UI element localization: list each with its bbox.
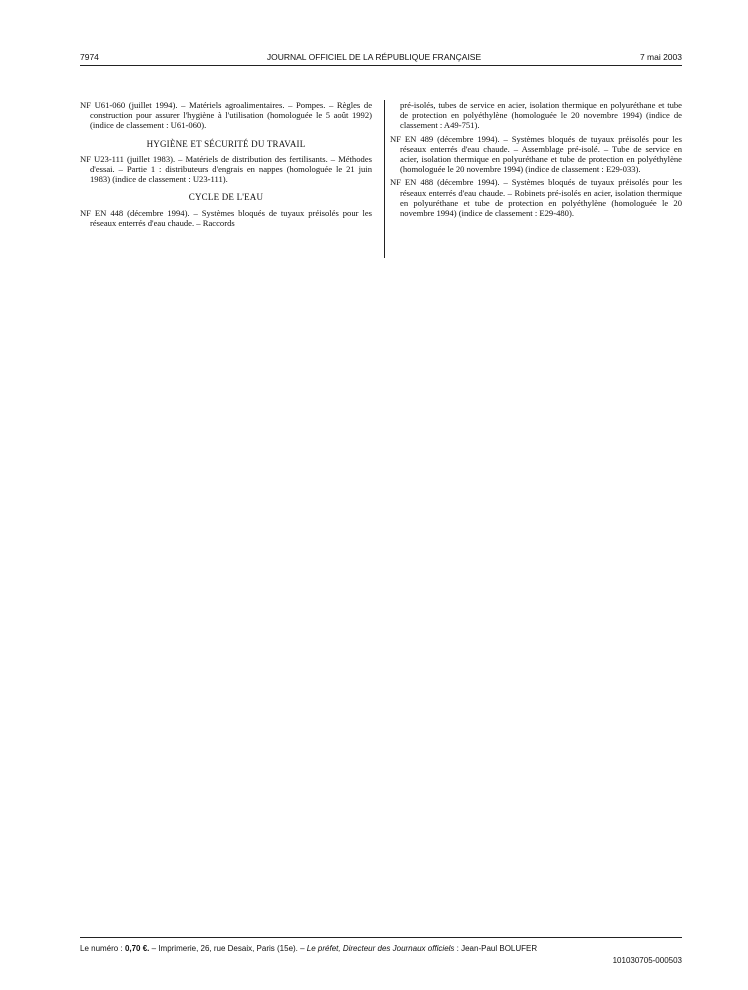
standard-entry <box>80 208 372 228</box>
standard-code: NF U23-111 <box>80 153 124 164</box>
footer-numero-label: Le numéro : <box>80 944 123 953</box>
standard-description: (juillet 1994). – Matériels agroalimentaires. – Pompes. – Règles de construction pour assurer l'hygiène à l'utilisation (homologuée le 5 août 1992) (indice de classement : U61-060). <box>90 100 373 131</box>
column-separator <box>384 100 385 258</box>
right-column <box>390 100 682 221</box>
standard-entry <box>80 154 372 185</box>
standard-code: NF EN 489 <box>390 133 434 144</box>
footer-imprimerie: – Imprimerie, 26, rue Desaix, Paris (15e). – <box>149 944 307 953</box>
standard-entry <box>390 134 682 175</box>
page-number: 7974 <box>80 52 99 62</box>
entry-continuation: pré-isolés, tubes de service en acier, isolation thermique en polyuréthane et tube de protection en polyéthylène (homologuée le 20 novembre 1994) (indice de classement : A49-751). <box>400 100 682 131</box>
standard-description: (décembre 1994). – Systèmes bloqués de tuyaux préisolés pour les réseaux enterrés d'eau chaude. – Assemblage pré-isolé. – Tube de service en acier, isolation thermique en polyuréthane et tube de protection en polyéthylène (homologuée le 20 novembre 1994) (indice de classement : E29-033). <box>400 133 682 175</box>
footer-price: 0,70 €. <box>124 944 150 953</box>
standard-description: (juillet 1983). – Matériels de distribution des fertilisants. – Méthodes d'essai. – Partie 1 : distributeurs d'engrais en nappes (homologuée le 21 juin 1983) (indice de classement : U23-111). <box>90 153 372 185</box>
standard-description: (décembre 1994). – Systèmes bloqués de tuyaux préisolés pour les réseaux enterrés d'eau chaude. – Raccords <box>90 207 372 228</box>
section-heading: HYGIÈNE ET SÉCURITÉ DU TRAVAIL <box>146 138 306 149</box>
left-column <box>80 100 372 231</box>
footer-reference: 101030705-000503 <box>612 956 682 965</box>
standard-entry <box>80 100 372 131</box>
standard-description: (décembre 1994). – Systèmes bloqués de tuyaux préisolés pour les réseaux enterrés d'eau chaude. – Robinets pré-isolés en acier, isolation thermique en polyuréthane et tube de protection en polyéthylène (homologuée le 20 novembre 1994) (indice de classement : E29-480). <box>400 177 682 219</box>
footer-director: : Jean-Paul BOLUFER <box>454 944 538 953</box>
section-heading: CYCLE DE L'EAU <box>188 192 264 203</box>
standard-code: NF EN 448 <box>80 207 124 218</box>
footer-prefet: Le préfet, Directeur des Journaux officiels <box>306 944 455 953</box>
journal-title: JOURNAL OFFICIEL DE LA RÉPUBLIQUE FRANÇAISE <box>266 52 482 62</box>
standard-code: NF EN 488 <box>390 177 434 188</box>
standard-entry <box>390 177 682 218</box>
footer-rule <box>80 937 682 938</box>
header-rule <box>80 65 682 66</box>
issue-date: 7 mai 2003 <box>639 52 682 62</box>
footer-imprint <box>80 944 682 953</box>
standard-code: NF U61-060 <box>80 100 126 110</box>
